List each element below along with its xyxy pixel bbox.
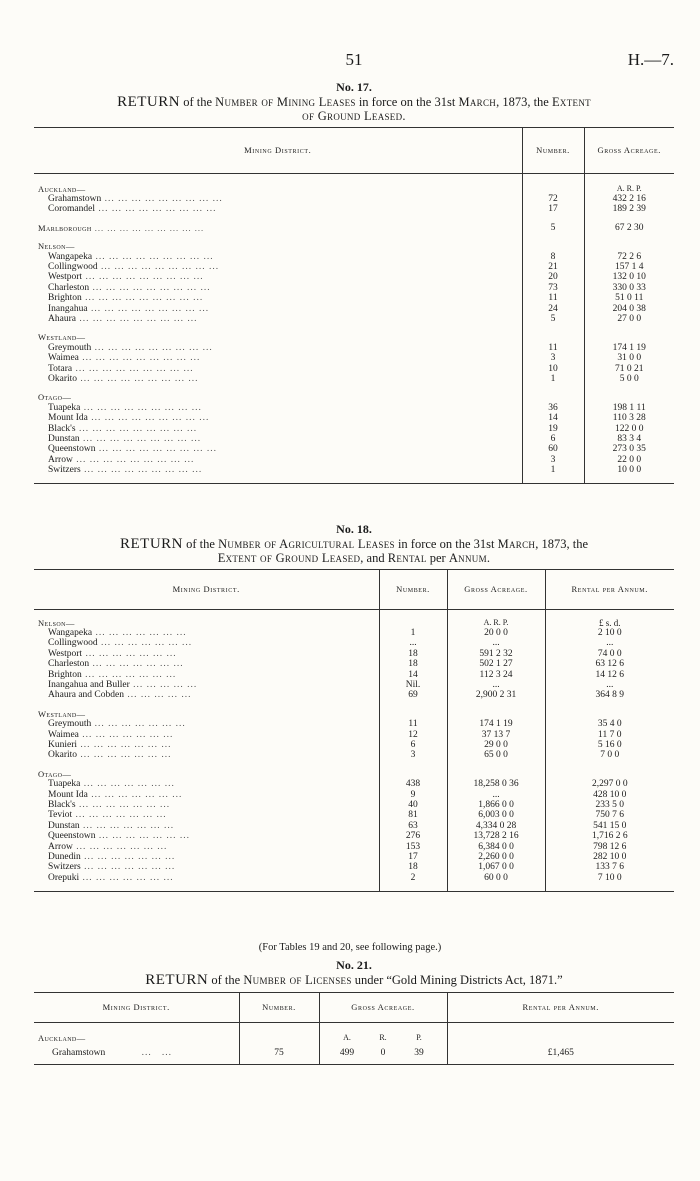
- t18-acreage: 591 2 32: [447, 649, 545, 659]
- district-name: Ahaura: [48, 313, 76, 324]
- t18-number: 12: [379, 730, 447, 740]
- t17-number: 1: [522, 465, 584, 475]
- t17-acreage: 432 2 16: [612, 193, 646, 204]
- table-17: [34, 127, 674, 484]
- t17-acreage: 10 0 0: [617, 465, 642, 476]
- group-row: [34, 618, 674, 628]
- group-heading: Nelson—: [34, 241, 522, 251]
- table-row: Teviot ... ... ... ... ... ... ... 81 6,003 0 0 750 7 6: [34, 810, 674, 820]
- table-row: [34, 1033, 674, 1043]
- t21-unit-a: A.: [343, 1032, 351, 1042]
- group-heading: Otago—: [34, 769, 379, 779]
- t17-acreage: 51 0 11: [615, 293, 644, 304]
- table-row: Grahamstown ... ... ... ... ... ... ... ... ... 72 432 2 16: [34, 194, 674, 204]
- t18-acreage: ...: [447, 680, 545, 690]
- t17-number: 3: [522, 455, 584, 465]
- t18-rental: 133 7 6: [595, 862, 624, 873]
- page-header: [34, 50, 674, 72]
- t17-number: 11: [522, 293, 584, 303]
- t21-acres: 499: [339, 1048, 355, 1059]
- t18-rental: 428 10 0: [593, 789, 627, 800]
- table-row: Black's ... ... ... ... ... ... ... 40 1,866 0 0 233 5 0: [34, 800, 674, 810]
- t17-col-number: Number.: [522, 128, 584, 174]
- table-row: Brighton ... ... ... ... ... ... ... ... ... 11 51 0 11: [34, 293, 674, 303]
- table-row: Waimea ... ... ... ... ... ... ... 12 37 13 7 11 7 0: [34, 730, 674, 740]
- district-name: Arrow: [48, 454, 73, 465]
- t17-number: 21: [522, 262, 584, 272]
- district-name: Okarito: [48, 374, 78, 384]
- t17-acreage: 71 0 21: [615, 363, 644, 374]
- table-row: Totara ... ... ... ... ... ... ... ... ... 10 71 0 21: [34, 364, 674, 374]
- table-18-number: No. 18.: [336, 522, 372, 536]
- district-name: Brighton: [48, 293, 82, 304]
- table-row: Dunstan ... ... ... ... ... ... ... ... ... 6 83 3 4: [34, 434, 674, 444]
- t17-number: 60: [522, 444, 584, 454]
- district-name: Coromandel: [48, 204, 95, 215]
- district-name: Queenstown: [48, 444, 96, 455]
- t17-number: 36: [522, 403, 584, 413]
- t18-number: Nil.: [379, 680, 447, 690]
- t17-acreage: 132 0 10: [612, 272, 646, 283]
- t17-col-acreage: Gross Acreage.: [597, 145, 661, 156]
- t17-acreage: 273 0 35: [612, 444, 646, 455]
- t18-acreage: 65 0 0: [447, 750, 545, 760]
- t18-acreage: ...: [447, 638, 545, 648]
- table-row: Kunieri ... ... ... ... ... ... ... 6 29 0 0 5 16 0: [34, 740, 674, 750]
- table-row: Switzers ... ... ... ... ... ... ... ... ... 1 10 0 0: [34, 465, 674, 475]
- group-row: [34, 184, 674, 194]
- t17-number: 6: [522, 434, 584, 444]
- t18-rental: 541 15 0: [593, 820, 627, 831]
- t17-unit-header: A. R. P.: [616, 183, 642, 193]
- table-row: Dunstan ... ... ... ... ... ... ... 63 4,334 0 28 541 15 0: [34, 821, 674, 831]
- t18-number: 276: [379, 831, 447, 841]
- district-name: Waimea: [48, 353, 79, 364]
- table-row: Okarito ... ... ... ... ... ... ... 3 65 0 0 7 0 0: [34, 750, 674, 760]
- t18-acreage: 6,003 0 0: [447, 810, 545, 820]
- t18-rental: 5 16 0: [597, 739, 622, 750]
- table-17-section: [34, 80, 674, 484]
- page-number: 51: [345, 50, 363, 69]
- table-row: Dunedin ... ... ... ... ... ... ... 17 2,260 0 0 282 10 0: [34, 852, 674, 862]
- table-18-title: RETURN of the Number of Agricultural Leases in force on the 31st March, 1873, the Extent of Ground Leased, and Rental per Annum.: [120, 536, 588, 565]
- t18-acreage: 1,067 0 0: [447, 862, 545, 872]
- table-17-title: RETURN of the Number of Mining Leases in force on the 31st March, 1873, the Extent of Ground Leased.: [117, 94, 591, 123]
- group-row: [34, 332, 674, 342]
- t18-unit-rental: £ s. d.: [598, 617, 621, 628]
- t18-rental: 364 8 9: [595, 690, 624, 701]
- table-row: Mount Ida ... ... ... ... ... ... ... 9 ... 428 10 0: [34, 790, 674, 800]
- district-name: Mount Ida: [48, 413, 88, 424]
- t18-rental: ...: [606, 638, 614, 649]
- group-row: [34, 241, 674, 251]
- t21-roods: 0: [380, 1048, 386, 1059]
- table-row: Wangapeka ... ... ... ... ... ... ... 1 20 0 0 2 10 0: [34, 628, 674, 638]
- district-name: Tuapeka: [48, 402, 81, 413]
- t18-number: 438: [379, 779, 447, 789]
- t21-col-acreage: Gross Acreage.: [319, 993, 447, 1023]
- district-name: Queenstown: [48, 831, 96, 842]
- district-name: Arrow: [48, 841, 73, 852]
- t18-number: 14: [379, 670, 447, 680]
- t18-acreage: 1,866 0 0: [447, 800, 545, 810]
- district-name: Inangahua and Buller: [48, 679, 130, 690]
- t18-rental: 7 0 0: [600, 750, 620, 761]
- group-row: [34, 709, 674, 719]
- t18-rental: 282 10 0: [593, 852, 627, 863]
- district-name: Collingwood: [48, 638, 98, 649]
- table-row: Switzers ... ... ... ... ... ... ... 18 1,067 0 0 133 7 6: [34, 862, 674, 872]
- t18-acreage: 13,728 2 16: [447, 831, 545, 841]
- t18-rental: 74 0 0: [597, 648, 622, 659]
- t18-acreage: 4,334 0 28: [447, 821, 545, 831]
- district-name: Marlborough: [38, 222, 92, 233]
- t18-number: 81: [379, 810, 447, 820]
- t18-number: 1: [379, 628, 447, 638]
- t17-acreage: 72 2 6: [617, 251, 642, 262]
- t17-number: 5: [522, 314, 584, 324]
- district-name: Tuapeka: [48, 779, 81, 790]
- t18-rental: 11 7 0: [598, 729, 622, 740]
- t18-number: 40: [379, 800, 447, 810]
- t18-number: 6: [379, 740, 447, 750]
- district-name: Waimea: [48, 729, 79, 740]
- table-row: Brighton ... ... ... ... ... ... ... 14 112 3 24 14 12 6: [34, 670, 674, 680]
- table-row: Greymouth ... ... ... ... ... ... ... 11 174 1 19 35 4 0: [34, 719, 674, 729]
- t18-number: 2: [379, 873, 447, 883]
- t18-acreage: 2,260 0 0: [447, 852, 545, 862]
- table-row: Wangapeka ... ... ... ... ... ... ... ... ... 8 72 2 6: [34, 252, 674, 262]
- district-name: Black's: [48, 423, 76, 434]
- document-reference: H.—7.: [627, 50, 674, 69]
- table-row: Orepuki ... ... ... ... ... ... ... 2 60 0 0 7 10 0: [34, 873, 674, 883]
- t18-rental: 750 7 6: [595, 810, 624, 821]
- district-name: Dunstan: [48, 820, 80, 831]
- group-heading: Nelson—: [34, 618, 379, 628]
- table-row: Collingwood ... ... ... ... ... ... ... ... ... 21 157 1 4: [34, 262, 674, 272]
- table-21-section: [34, 958, 674, 1065]
- t18-number: 18: [379, 649, 447, 659]
- t18-rental: 63 12 6: [595, 659, 624, 670]
- table-row: Tuapeka ... ... ... ... ... ... ... ... ... 36 198 1 11: [34, 403, 674, 413]
- t17-acreage: 27 0 0: [617, 313, 642, 324]
- table-row: Marlborough ... ... ... ... ... ... ... ... ... 5 67 2 30: [34, 223, 674, 233]
- t18-rental: 233 5 0: [595, 800, 624, 810]
- table-row: Waimea ... ... ... ... ... ... ... ... ... 3 31 0 0: [34, 353, 674, 363]
- t17-col-district: Mining District.: [34, 128, 522, 174]
- t17-acreage: 174 1 19: [612, 342, 646, 353]
- t17-acreage: 83 3 4: [617, 434, 642, 445]
- district-name: Collingwood: [48, 261, 98, 272]
- t17-acreage: 67 2 30: [615, 222, 644, 233]
- district-name: Okarito: [48, 750, 78, 761]
- t21-col-rental: Rental per Annum.: [522, 1002, 599, 1013]
- table-row: Ahaura ... ... ... ... ... ... ... ... ... 5 27 0 0: [34, 314, 674, 324]
- district-name: Grahamstown: [48, 193, 102, 204]
- t17-acreage: 330 0 33: [612, 282, 646, 293]
- t18-number: 69: [379, 690, 447, 700]
- district-name: Greymouth: [48, 719, 92, 730]
- district-name: Greymouth: [48, 342, 92, 353]
- group-heading: Otago—: [34, 392, 522, 402]
- t21-col-district: Mining District.: [34, 993, 239, 1023]
- t17-acreage: 31 0 0: [617, 353, 642, 364]
- t17-number: 5: [522, 223, 584, 233]
- table-row: Arrow ... ... ... ... ... ... ... ... ... 3 22 0 0: [34, 455, 674, 465]
- district-name: Charleston: [48, 282, 90, 293]
- t18-rental: 2,297 0 0: [591, 779, 628, 790]
- t18-col-number: Number.: [379, 570, 447, 610]
- group-row: [34, 392, 674, 402]
- t18-number: 9: [379, 790, 447, 800]
- t18-acreage: 112 3 24: [447, 670, 545, 680]
- table-18: [34, 569, 674, 892]
- t17-acreage: 22 0 0: [617, 454, 642, 465]
- district-name: Charleston: [48, 659, 90, 670]
- t18-number: ...: [379, 638, 447, 648]
- t18-number: 18: [379, 862, 447, 872]
- tables-19-20-note: (For Tables 19 and 20, see following page.): [258, 942, 442, 953]
- t17-acreage: 189 2 39: [612, 204, 646, 215]
- t18-rental: ...: [606, 679, 614, 690]
- t17-acreage: 157 1 4: [615, 261, 644, 272]
- district-name: Ahaura and Cobden: [48, 690, 124, 701]
- t18-acreage: 60 0 0: [447, 873, 545, 883]
- table-row: Collingwood ... ... ... ... ... ... ... ... ... ...: [34, 638, 674, 648]
- group-heading: Auckland—: [34, 184, 522, 194]
- t17-number: 8: [522, 252, 584, 262]
- t17-number: 17: [522, 204, 584, 214]
- table-row: Inangahua and Buller ... ... ... ... ... Nil. ... ...: [34, 680, 674, 690]
- t18-number: 63: [379, 821, 447, 831]
- table-row: Queenstown ... ... ... ... ... ... ... ... ... 60 273 0 35: [34, 444, 674, 454]
- table-21: [34, 992, 674, 1065]
- table-row: Mount Ida ... ... ... ... ... ... ... ... ... 14 110 3 28: [34, 413, 674, 423]
- t18-rental: 798 12 6: [593, 841, 627, 852]
- table-row: Ahaura and Cobden ... ... ... ... ... 69 2,900 2 31 364 8 9: [34, 690, 674, 700]
- table-row: Queenstown ... ... ... ... ... ... ... 276 13,728 2 16 1,716 2 6: [34, 831, 674, 841]
- t21-rental: £1,465: [547, 1048, 574, 1059]
- t17-number: 14: [522, 413, 584, 423]
- district-name: Totara: [48, 363, 73, 374]
- t18-number: 153: [379, 842, 447, 852]
- district-name: Inangahua: [48, 303, 88, 314]
- table-row: Okarito ... ... ... ... ... ... ... ... ... 1 5 0 0: [34, 374, 674, 384]
- t21-group-auckland: Auckland—: [34, 1033, 239, 1043]
- district-name: Dunedin: [48, 852, 81, 863]
- district-name: Mount Ida: [48, 789, 88, 800]
- district-name: Black's: [48, 800, 76, 810]
- table-18-section: [34, 522, 674, 892]
- district-name: Switzers: [48, 862, 81, 873]
- t18-number: 11: [379, 719, 447, 729]
- t18-col-district: Mining District.: [34, 570, 379, 610]
- t17-acreage: 110 3 28: [612, 413, 646, 424]
- table-row: Tuapeka ... ... ... ... ... ... ... 438 18,258 0 36 2,297 0 0: [34, 779, 674, 789]
- table-row: Greymouth ... ... ... ... ... ... ... ... ... 11 174 1 19: [34, 343, 674, 353]
- district-name: Brighton: [48, 669, 82, 680]
- table-row: Westport ... ... ... ... ... ... ... ... ... 20 132 0 10: [34, 272, 674, 282]
- table-row: Charleston ... ... ... ... ... ... ... 18 502 1 27 63 12 6: [34, 659, 674, 669]
- t18-acreage: 2,900 2 31: [447, 690, 545, 700]
- t17-number: 72: [522, 194, 584, 204]
- t18-acreage: 502 1 27: [447, 659, 545, 669]
- table-row: Coromandel ... ... ... ... ... ... ... ... ... 17 189 2 39: [34, 204, 674, 214]
- district-name: Westport: [48, 272, 83, 283]
- table-row: Arrow ... ... ... ... ... ... ... 153 6,384 0 0 798 12 6: [34, 842, 674, 852]
- t21-district-grahamstown: Grahamstown: [52, 1048, 106, 1059]
- t18-col-acreage: Gross Acreage.: [447, 570, 545, 610]
- group-heading: Westland—: [34, 332, 522, 342]
- district-name: Switzers: [48, 465, 81, 476]
- t17-number: 19: [522, 424, 584, 434]
- t18-rental: 14 12 6: [595, 669, 624, 680]
- t17-number: 1: [522, 374, 584, 384]
- district-name: Kunieri: [48, 739, 78, 750]
- t17-acreage: 122 0 0: [615, 423, 644, 434]
- group-heading: Westland—: [34, 709, 379, 719]
- table-row: Black's ... ... ... ... ... ... ... ... ... 19 122 0 0: [34, 424, 674, 434]
- t18-acreage: 20 0 0: [447, 628, 545, 638]
- t17-number: 3: [522, 353, 584, 363]
- district-name: Teviot: [48, 810, 73, 821]
- table-21-number: No. 21.: [336, 958, 372, 972]
- t21-unit-r: R.: [379, 1032, 387, 1042]
- t17-number: 73: [522, 283, 584, 293]
- t18-unit-acreage: A. R. P.: [447, 618, 545, 628]
- t21-col-number: Number.: [239, 993, 319, 1023]
- t18-rental: 1,716 2 6: [591, 831, 628, 842]
- t18-acreage: 6,384 0 0: [447, 842, 545, 852]
- t21-unit-p: P.: [416, 1032, 422, 1042]
- t18-number: 18: [379, 659, 447, 669]
- table-17-number: No. 17.: [336, 80, 372, 94]
- t17-acreage: 5 0 0: [619, 374, 639, 384]
- t18-acreage: 18,258 0 36: [447, 779, 545, 789]
- t17-number: 20: [522, 272, 584, 282]
- t18-acreage: 37 13 7: [447, 730, 545, 740]
- t17-acreage: 198 1 11: [612, 402, 646, 413]
- t18-acreage: 29 0 0: [447, 740, 545, 750]
- group-row: [34, 769, 674, 779]
- district-name: Dunstan: [48, 434, 80, 445]
- t18-number: 3: [379, 750, 447, 760]
- t18-rental: 2 10 0: [597, 627, 622, 638]
- district-name: Westport: [48, 648, 83, 659]
- district-name: Wangapeka: [48, 251, 93, 262]
- table-row: Charleston ... ... ... ... ... ... ... ... ... 73 330 0 33: [34, 283, 674, 293]
- t18-rental: 35 4 0: [597, 719, 622, 730]
- t18-acreage: ...: [447, 790, 545, 800]
- table-21-title: RETURN of the Number of Licenses under “Gold Mining Districts Act, 1871.”: [145, 972, 563, 988]
- t18-rental: 7 10 0: [597, 872, 622, 883]
- table-row: Grahamstown ... ... 75 499 0 39 £1,465: [34, 1043, 674, 1065]
- district-name: Orepuki: [48, 872, 80, 883]
- table-row: Westport ... ... ... ... ... ... ... 18 591 2 32 74 0 0: [34, 649, 674, 659]
- t17-number: 24: [522, 304, 584, 314]
- t18-col-rental: Rental per Annum.: [571, 584, 648, 594]
- t18-acreage: 174 1 19: [447, 719, 545, 729]
- t21-perches: 39: [414, 1048, 424, 1059]
- t17-number: 10: [522, 364, 584, 374]
- t21-number: 75: [239, 1043, 319, 1065]
- t17-number: 11: [522, 343, 584, 353]
- table-row: Inangahua ... ... ... ... ... ... ... ... ... 24 204 0 38: [34, 304, 674, 314]
- t17-acreage: 204 0 38: [612, 303, 646, 314]
- district-name: Wangapeka: [48, 627, 93, 638]
- t18-number: 17: [379, 852, 447, 862]
